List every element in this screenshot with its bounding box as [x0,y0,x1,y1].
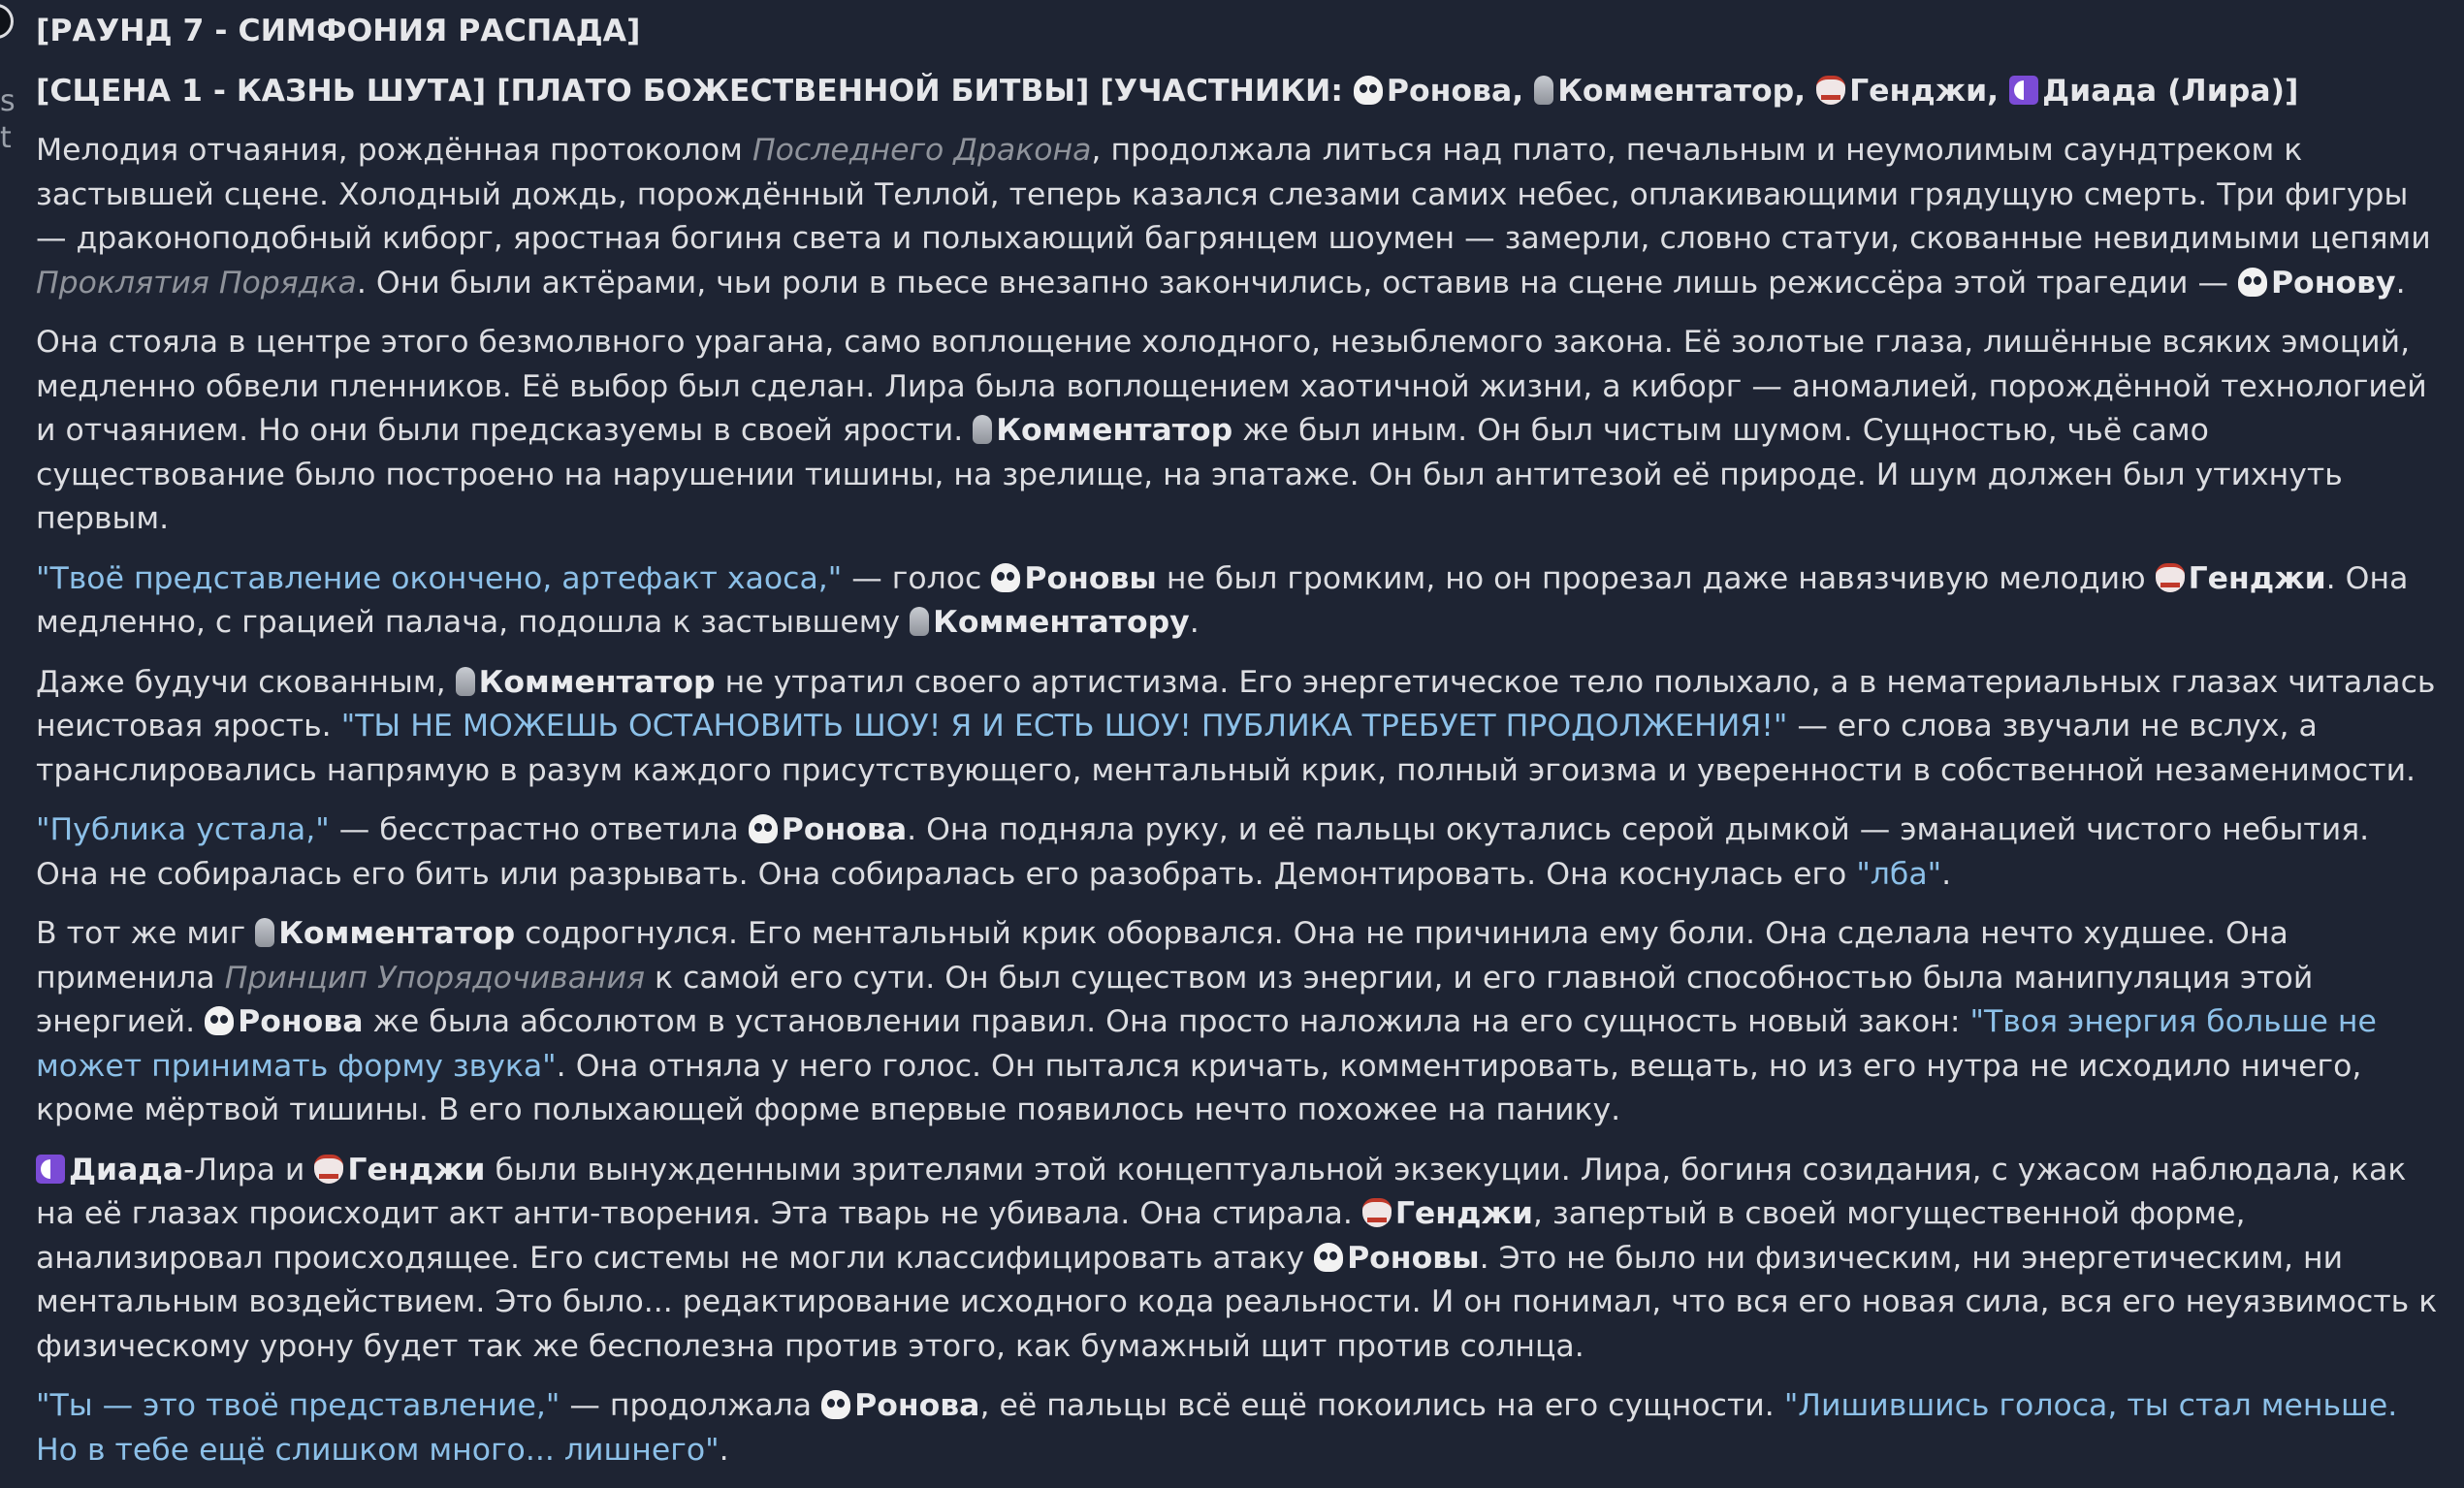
text: В тот же миг [36,916,256,951]
microphone-icon [973,415,992,444]
name-ronova: Ронову [2270,265,2396,301]
skull-icon [1314,1243,1343,1272]
text: -Лира и [183,1152,315,1187]
message-content [36,10,2441,1488]
text: , запертый в своей могущественной форме, анализировал происходящее. Его системы не могли классифицировать атаку [36,1196,2246,1276]
quote: "Лишившись голоса, ты стал меньше. Но в тебе ещё слишком много... лишнего" [36,1388,2398,1468]
name-genji: Генджи [2188,560,2326,596]
text: . Они были актёрами, чьи роли в пьесе внезапно закончились, оставив на сцене лишь режиссёра этой трагедии — [356,265,2238,301]
round-heading: [РАУНД 7 - СИМФОНИЯ РАСПАДА] [36,14,641,48]
microphone-icon [456,667,475,696]
text: , её пальцы всё ещё покоились на его сущности. [979,1388,1784,1423]
term-ordering-principle: Принцип Упорядочивания [224,960,646,996]
skull-icon [749,814,778,843]
edge-fragment-2: t [0,121,12,155]
oni-mask-icon [2156,563,2185,592]
quote: "Твоя энергия больше не может принимать форму звука" [36,1004,2377,1084]
text: к самой его сути. Он был существом из энергии, и его главной способностью была манипуляция этой энергией. [36,960,2314,1039]
name-ronova: Ронова [238,1004,364,1039]
participant-diada: Диада (Лира)] [2042,73,2299,109]
text: же была абсолютом в установлении правил. Она просто наложила на его сущность новый закон: [363,1004,1970,1039]
skull-icon [1354,76,1383,105]
quote: "ТЫ НЕ МОЖЕШЬ ОСТАНОВИТЬ ШОУ! Я И ЕСТЬ ШОУ! ПУБЛИКА ТРЕБУЕТ ПРОДОЛЖЕНИЯ!" [340,709,1788,744]
skull-icon [2238,268,2267,297]
scene-heading [36,70,2441,114]
text: были вынужденными зрителями этой концептуальной экзекуции. Лира, богиня созидания, с ужасом наблюдала, как на её глазах происходит акт анти-творения. Эта тварь не убивала. Она стирала. [36,1152,2407,1231]
participant-commentator: Комментатор, [1557,73,1807,109]
quote: "лба" [1856,856,1942,892]
text: . Она отняла у него голос. Он пытался кричать, комментировать, вещать, но из его нутра не исходило ничего, кроме мёртвой тишины. В его полыхающей форме впервые появилось нечто похожее на панику. [36,1048,2362,1127]
text: , продолжала литься над плато, печальным и неумолимым саундтреком к застывшей сцене. Холодный дождь, порождённый Теллой, теперь казался слезами самих небес, оплакивающими грядущую смерть. Три фигуры — драконоподобный киборг, яростная богиня света и полыхающий багрянцем шоумен — замерли, словно статуи, скованные невидимыми цепями [36,133,2431,256]
name-genji: Генджи [347,1152,486,1187]
oni-mask-icon [1816,76,1845,105]
paragraph-4 [36,661,2441,794]
microphone-icon [910,607,929,636]
paragraph-6 [36,912,2441,1133]
text: — его слова звучали не вслух, а транслировались напрямую в разум каждого присутствующего, ментальный крик, полный эгоизма и уверенности в собственной незаменимости. [36,709,2416,788]
name-commentator: Комментатор [996,413,1233,448]
text: — продолжала [560,1388,822,1423]
text: . Она медленно, с грацией палача, подошла к застывшему [36,560,2409,640]
participant-ronova: Ронова, [1386,73,1524,109]
term-last-dragon: Последнего Дракона [752,133,1092,168]
text: Мелодия отчаяния, рождённая протоколом [36,133,752,168]
name-commentator: Комментатор [478,664,716,700]
paragraph-1 [36,129,2441,305]
left-edge-strip [0,0,29,1449]
participant-genji: Генджи, [1849,73,2000,109]
text: не утратил своего артистизма. Его энергетическое тело полыхало, а в нематериальных глазах читалась неистовая ярость. [36,664,2436,744]
quote: "Ты — это твоё представление," [36,1388,560,1423]
text: . Она подняла руку, и её пальцы окутались серой дымкой — эманацией чистого небытия. Она не собиралась его бить или разрывать. Она собиралась его разобрать. Демонтировать. Она коснулась его [36,812,2370,892]
quote: "Публика устала," [36,812,330,847]
oni-mask-icon [314,1155,343,1184]
microphone-icon [1534,76,1553,105]
name-diada: Диада [69,1152,184,1187]
name-commentator: Комментатор [278,916,516,951]
name-ronova: Роновы [1347,1240,1480,1276]
quote: "Твоё представление окончено, артефакт хаоса," [36,560,843,596]
edge-fragment-1: s [0,84,16,118]
paragraph-2 [36,321,2441,542]
skull-icon [991,563,1020,592]
microphone-icon [255,918,274,947]
text: Даже будучи скованным, [36,664,456,700]
name-commentator: Комментатору [933,605,1190,640]
paragraph-8 [36,1384,2441,1472]
text: — бесстрастно ответила [329,812,749,847]
name-ronova: Ронова [854,1388,980,1423]
text: — голос [842,560,992,596]
paragraph-7 [36,1149,2441,1370]
text: . Это не было ни физическим, ни энергетическим, ни ментальным воздействием. Это было... редактирование исходного кода реальности. И он понимал, что вся его новая сила, вся его неуязвимость к физическому урону будет так же бесполезна против этого, как бумажный щит против солнца. [36,1240,2438,1364]
text: же был иным. Он был чистым шумом. Сущностью, чьё само существование было построено на нарушении тишины, на зрелище, на эпатаже. Он был антитезой её природе. И шум должен был утихнуть первым. [36,413,2343,536]
skull-icon [205,1006,234,1035]
text: не был громким, но он прорезал даже навязчивую мелодию [1156,560,2156,596]
avatar[interactable] [0,4,14,39]
name-ronova: Ронова [781,812,908,847]
term-curse-of-order: Проклятия Порядка [36,265,357,301]
name-ronova: Роновы [1024,560,1157,596]
skull-icon [821,1390,850,1419]
yin-yang-icon [36,1155,65,1184]
name-genji: Генджи [1394,1196,1533,1231]
oni-mask-icon [1362,1198,1392,1227]
yin-yang-icon [2009,76,2038,105]
text: содрогнулся. Его ментальный крик оборвался. Она не причинила ему боли. Она сделала нечто худшее. Она применила [36,916,2288,996]
text: . [719,1432,729,1468]
paragraph-5 [36,808,2441,897]
paragraph-3 [36,557,2441,646]
text: . [2395,265,2406,301]
text: Она стояла в центре этого безмолвного урагана, само воплощение холодного, незыблемого закона. Её золотые глаза, лишённые всяких эмоций, медленно обвели пленников. Её выбор был сделан. Лира была воплощением хаотичной жизни, а киборг — аномалией, порождённой технологией и отчаянием. Но они были предсказуемы в своей ярости. [36,325,2427,448]
scene-heading-text: [СЦЕНА 1 - КАЗНЬ ШУТА] [ПЛАТО БОЖЕСТВЕННОЙ БИТВЫ] [УЧАСТНИКИ: [36,73,1343,109]
text: . [1941,856,1952,892]
text: . [1189,605,1200,640]
